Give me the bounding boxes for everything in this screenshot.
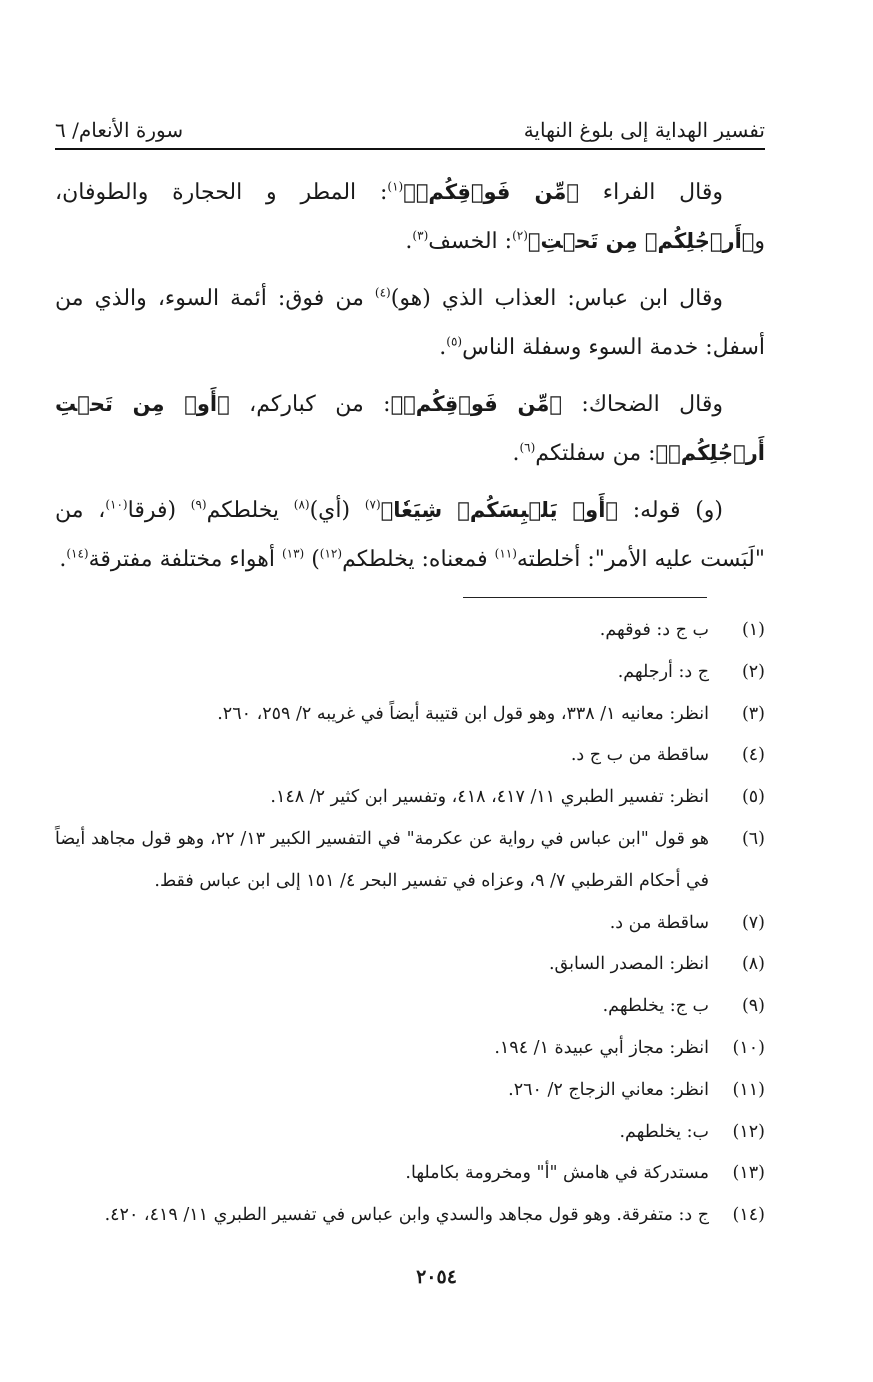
text-run: . — [59, 547, 67, 572]
footnote — [55, 1195, 765, 1237]
footnote-ref: (٤) — [374, 285, 391, 300]
footnote-ref: (٦) — [519, 440, 536, 455]
footnote-text: هو قول "ابن عباس في رواية عن عكرمة" في التفسير الكبير ١٣/ ٢٢، وهو قول مجاهد أيضاً في أحكام القرطبي ٧/ ٩، وعزاه في تفسير البحر ٤/ ١٥١ إلى ابن عباس فقط. — [55, 828, 709, 891]
text-run: فمعناه: يخلطكم — [342, 547, 495, 572]
footnote-ref: (٩) — [190, 497, 207, 512]
paragraph-1 — [55, 168, 765, 266]
footnote-ref: (١) — [387, 179, 404, 194]
footnote — [55, 777, 765, 819]
footnote-text: انظر: مجاز أبي عبيدة ١/ ١٩٤. — [494, 1037, 709, 1058]
footnote-text: ج د: أرجلهم. — [617, 661, 709, 682]
footnote — [55, 903, 765, 945]
footnote-text: انظر: معانيه ١/ ٣٣٨، وهو قول ابن قتيبة أيضاً في غريبه ٢/ ٢٥٩، ٢٦٠. — [217, 703, 709, 724]
footnote-number: (٧) — [741, 912, 765, 933]
paragraph-4 — [55, 486, 765, 584]
footnote-text: انظر: تفسير الطبري ١١/ ٤١٧، ٤١٨، وتفسير ابن كثير ٢/ ١٤٨. — [270, 787, 709, 808]
text-run: أهواء مختلفة مفترقة — [88, 547, 282, 572]
footnote-separator — [463, 597, 707, 598]
footnote-ref: (١٠) — [105, 497, 128, 512]
footnote-ref: (١١) — [494, 546, 517, 561]
text-run: . — [405, 229, 413, 254]
footnote — [55, 944, 765, 986]
footnote-number: (١٢) — [732, 1121, 765, 1142]
footnote-text: مستدركة في هامش "أ" ومخرومة بكاملها. — [405, 1163, 709, 1184]
text-run: وقال ابن عباس: العذاب الذي (هو) — [390, 286, 724, 311]
paragraph-2 — [55, 274, 765, 372]
footnote-text: انظر: معاني الزجاج ٢/ ٢٦٠. — [508, 1079, 709, 1100]
footnote-text: ب ج: يخلطهم. — [602, 996, 709, 1017]
footnote — [55, 1070, 765, 1112]
surah-page-label: سورة الأنعام/ ٦ — [55, 118, 184, 142]
footnote-ref: (١٢) — [319, 546, 343, 561]
text-run: وقال الفراء — [579, 180, 723, 205]
footnote — [55, 610, 765, 652]
text-run: : الخسف — [428, 229, 513, 254]
footnote-number: (٤) — [741, 745, 765, 766]
footnote-text: ساقطة من د. — [609, 912, 709, 933]
footnote-number: (٥) — [741, 787, 765, 808]
text-run: : من كباركم، — [229, 392, 391, 417]
footnote — [55, 1028, 765, 1070]
text-run: : من سفلتكم — [535, 441, 656, 466]
footnote-number: (٩) — [741, 996, 765, 1017]
running-header — [55, 108, 765, 142]
footnote — [55, 735, 765, 777]
footnote-text: انظر: المصدر السابق. — [548, 954, 709, 975]
footnote-ref: (١٤) — [66, 546, 89, 561]
footnote — [55, 986, 765, 1028]
footnote-number: (١٠) — [732, 1037, 765, 1058]
text-run: : المطر و الحجارة والطوفان، و — [55, 180, 765, 254]
footnote-text: ساقطة من ب ج د. — [570, 745, 709, 766]
header-rule — [55, 148, 765, 150]
footnote — [55, 1112, 765, 1154]
footnote-text: ب: يخلطهم. — [619, 1121, 709, 1142]
footnote-ref: (٨) — [293, 497, 310, 512]
text-run: من فوق: أئمة السوء، والذي من أسفل: خدمة السوء وسفلة الناس — [55, 286, 765, 360]
footnote-number: (١٤) — [732, 1205, 765, 1226]
quran-quote: ﴿أَوۡ مِن تَحۡتِ أَرۡجُلِكُمۡ﴾ — [55, 392, 765, 465]
footnote-text: ج د: متفرقة. وهو قول مجاهد والسدي وابن عباس في تفسير الطبري ١١/ ٤١٩، ٤٢٠. — [104, 1205, 709, 1226]
footnote — [55, 819, 765, 903]
footnote-ref: (٣) — [412, 228, 429, 243]
paragraph-3 — [55, 380, 765, 478]
footnote-ref: (٢) — [512, 228, 528, 243]
footnote-number: (١) — [741, 620, 765, 640]
text-run: وقال الضحاك: — [561, 392, 724, 417]
footnote-number: (١٣) — [732, 1163, 765, 1184]
main-text — [55, 168, 765, 592]
text-run: يخلطكم — [206, 498, 294, 523]
footnote — [55, 652, 765, 694]
page-number: ٢٠٥٤ — [416, 1266, 457, 1288]
text-run: ، من "لَبَست عليه الأمر": أخلطته — [55, 498, 765, 572]
footnote — [55, 1153, 765, 1195]
footnote-text: ب ج د: فوقهم. — [599, 620, 709, 640]
book-title: تفسير الهداية إلى بلوغ النهاية — [523, 118, 765, 142]
footnote-number: (٢) — [741, 661, 765, 682]
text-run: ) — [304, 547, 320, 572]
text-run: (و) قوله: — [618, 498, 723, 523]
quran-quote: ﴿أَرۡجُلِكُمۡ مِن تَحۡتِ﴾ — [527, 229, 755, 253]
text-run: (فرقا — [127, 498, 191, 523]
footnote-ref: (٧) — [364, 497, 381, 512]
text-run: . — [439, 335, 447, 360]
text-run: . — [512, 441, 520, 466]
footnote-ref: (١٣) — [281, 546, 305, 561]
quran-quote: ﴿مِّن فَوۡقِكُمۡ﴾ — [403, 180, 579, 204]
footnotes — [55, 610, 765, 1237]
footnote-number: (١١) — [732, 1079, 765, 1100]
quran-quote: ﴿أَوۡ يَلۡبِسَكُمۡ شِيَعٗا﴾ — [380, 498, 618, 522]
footnote-number: (٣) — [741, 703, 765, 724]
quran-quote: ﴿مِّن فَوۡقِكُمۡ﴾ — [390, 392, 562, 416]
footnote-number: (٨) — [741, 954, 765, 975]
footnote — [55, 694, 765, 736]
footnote-number: (٦) — [741, 828, 765, 849]
text-run: (أي) — [309, 498, 365, 523]
footnote-ref: (٥) — [446, 334, 463, 349]
